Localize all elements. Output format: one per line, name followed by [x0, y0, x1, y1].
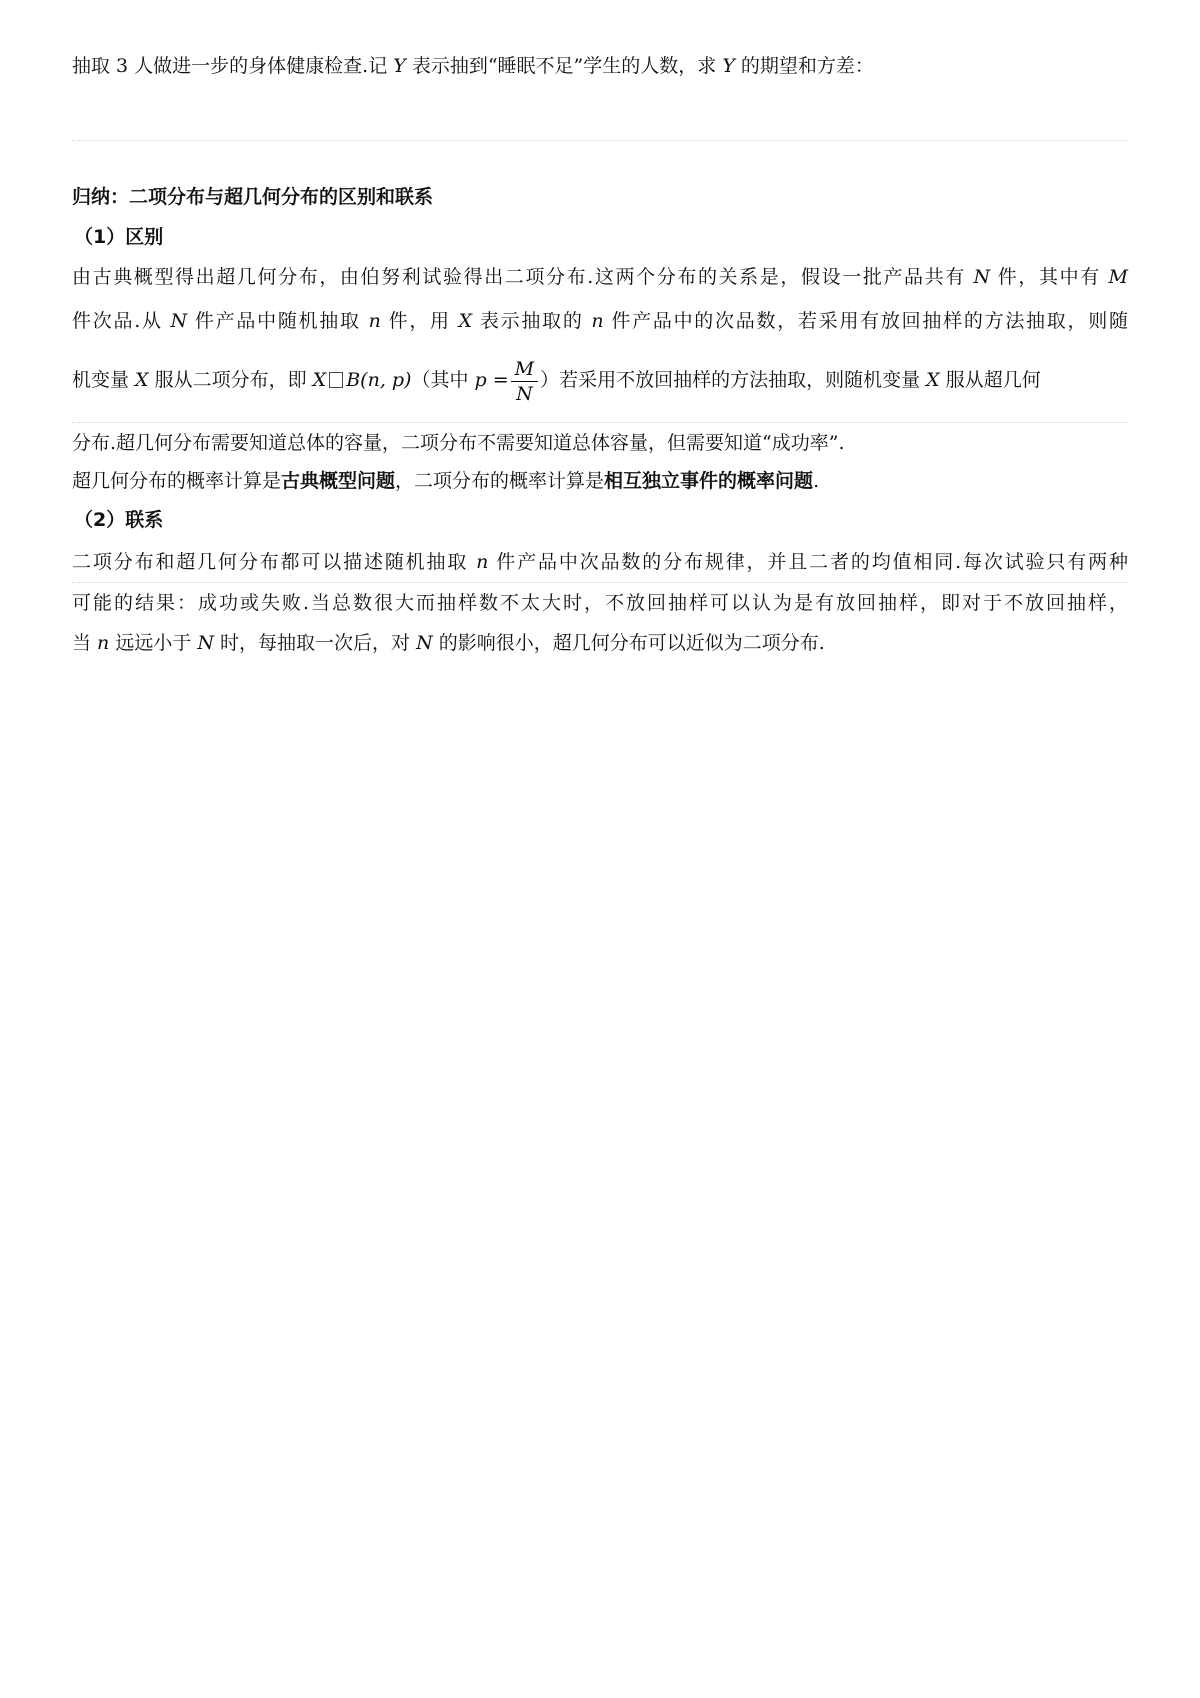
section-1-line-3: [72, 356, 1128, 406]
text: （其中: [411, 369, 475, 391]
text: 的期望和方差：: [734, 55, 874, 77]
text: 二项分布和超几何分布都可以描述随机抽取: [72, 551, 477, 573]
math-var: M: [1108, 266, 1128, 288]
text: 件，用: [380, 310, 459, 332]
text: 件产品中次品数的分布规律，并且二者的均值相同.每次试验只有两种: [488, 551, 1128, 573]
text: 超几何分布的概率计算是: [72, 470, 282, 492]
math-var: X: [312, 369, 327, 391]
section-1-line-4: 分布.超几何分布需要知道总体的容量，二项分布不需要知道总体容量，但需要知道“成功率”.: [72, 432, 845, 454]
section-1-line-5: [72, 466, 1128, 496]
math-var: X: [135, 369, 149, 391]
text: 时，每抽取一次后，对: [214, 632, 417, 654]
math-var: X: [926, 369, 940, 391]
fraction: [511, 357, 538, 406]
text: 由古典概型得出超几何分布，由伯努利试验得出二项分布.这两个分布的关系是，假设一批产品共有: [72, 266, 974, 288]
math-var: n: [476, 551, 489, 573]
math-var: N: [197, 632, 215, 654]
missing-glyph-icon: [329, 372, 343, 388]
line-divider: [72, 422, 1128, 423]
text: 件产品中的次品数，若采用有放回抽样的方法抽取，则随: [603, 310, 1128, 332]
text: 机变量: [72, 369, 136, 391]
text: ，二项分布的概率计算是: [395, 470, 605, 492]
section-1-line-2: [72, 306, 1128, 336]
section-2-line-3: [72, 628, 1128, 658]
math-var: N: [170, 310, 188, 332]
math-var: Y: [393, 55, 406, 77]
math-expr: p =: [474, 369, 509, 391]
summary-title: 归纳：二项分布与超几何分布的区别和联系: [72, 186, 434, 208]
math-var: N: [973, 266, 991, 288]
intro-line: [72, 51, 1128, 81]
text: ）若采用不放回抽样的方法抽取，则随机变量: [540, 369, 927, 391]
line-divider: [72, 582, 1128, 583]
text: 抽取 3 人做进一步的身体健康检查.记: [72, 55, 394, 77]
text: 的影响很小，超几何分布可以近似为二项分布.: [432, 632, 825, 654]
section-1-heading: （1）区别: [74, 226, 164, 248]
fraction-denominator: N: [511, 381, 538, 406]
emphasis-text: 古典概型问题: [281, 470, 396, 492]
math-var: Y: [722, 55, 735, 77]
text: 服从二项分布，即: [148, 369, 313, 391]
math-var: n: [97, 632, 110, 654]
section-2-heading: （2）联系: [74, 509, 164, 531]
text: 表示抽到“睡眠不足”学生的人数，求: [405, 55, 723, 77]
text: 远远小于: [109, 632, 198, 654]
answer-divider: [72, 140, 1128, 141]
text: 件次品.从: [72, 310, 171, 332]
math-var: N: [416, 632, 433, 654]
text: 服从超几何: [939, 369, 1041, 391]
emphasis-text: 相互独立事件的概率问题: [604, 470, 814, 492]
math-expr: B(n, p): [346, 369, 412, 391]
text: 表示抽取的: [472, 310, 592, 332]
math-var: n: [368, 310, 381, 332]
math-var: n: [591, 310, 604, 332]
section-1-line-1: [72, 262, 1128, 292]
fraction-numerator: M: [514, 357, 535, 380]
section-2-line-2: 可能的结果：成功或失败.当总数很大而抽样数不太大时，不放回抽样可以认为是有放回抽样，即对于不放回抽样，: [72, 592, 1128, 614]
text: 件产品中随机抽取: [187, 310, 369, 332]
text: .: [813, 470, 820, 492]
section-2-line-1: [72, 547, 1128, 577]
math-var: X: [458, 310, 473, 332]
text: 件，其中有: [990, 266, 1109, 288]
text: 当: [72, 632, 98, 654]
